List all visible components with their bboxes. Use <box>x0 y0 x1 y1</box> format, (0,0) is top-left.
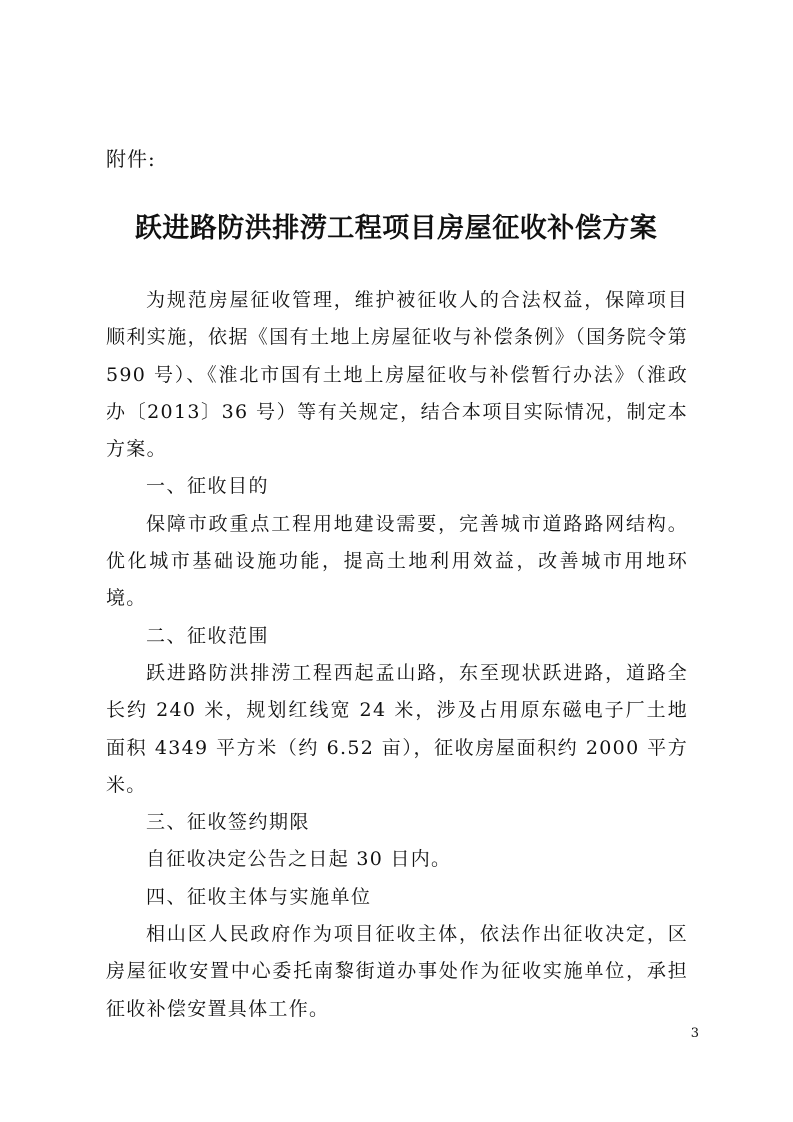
document-title: 跃进路防洪排涝工程项目房屋征收补偿方案 <box>134 213 658 244</box>
section-heading-scope: 二、征收范围 <box>146 624 270 647</box>
section-text-scope: 跃进路防洪排涝工程西起孟山路，东至现状跃进路，道路全长约 240 米，规划红线宽 24 米，涉及占用原东磁电子厂土地面积 4349 平方米（约 6.52 亩），征收房屋面积约 2000 平方米。 <box>106 661 688 796</box>
section-text-deadline: 自征收决定公告之日起 30 日内。 <box>146 848 452 871</box>
section-heading-subject: 四、征收主体与实施单位 <box>146 885 372 908</box>
section-heading-purpose: 一、征收目的 <box>146 475 270 498</box>
attachment-label: 附件: <box>106 147 156 171</box>
section-heading-deadline: 三、征收签约期限 <box>146 811 311 834</box>
page-number: 3 <box>690 1026 699 1041</box>
section-text-subject: 相山区人民政府作为项目征收主体，依法作出征收决定，区房屋征收安置中心委托南黎街道办事处作为征收实施单位，承担征收补偿安置具体工作。 <box>106 923 688 1020</box>
document-body <box>106 282 688 1028</box>
section-text-purpose: 保障市政重点工程用地建设需要，完善城市道路路网结构。优化城市基础设施功能，提高土地利用效益，改善城市用地环境。 <box>106 512 688 610</box>
intro-paragraph: 为规范房屋征收管理，维护被征收人的合法权益，保障项目顺利实施，依据《国有土地上房屋征收与补偿条例》（国务院令第 590 号）、《淮北市国有土地上房屋征收与补偿暂行办法》（淮政办〔2013〕36 号）等有关规定，结合本项目实际情况，制定本方案。 <box>106 289 688 461</box>
